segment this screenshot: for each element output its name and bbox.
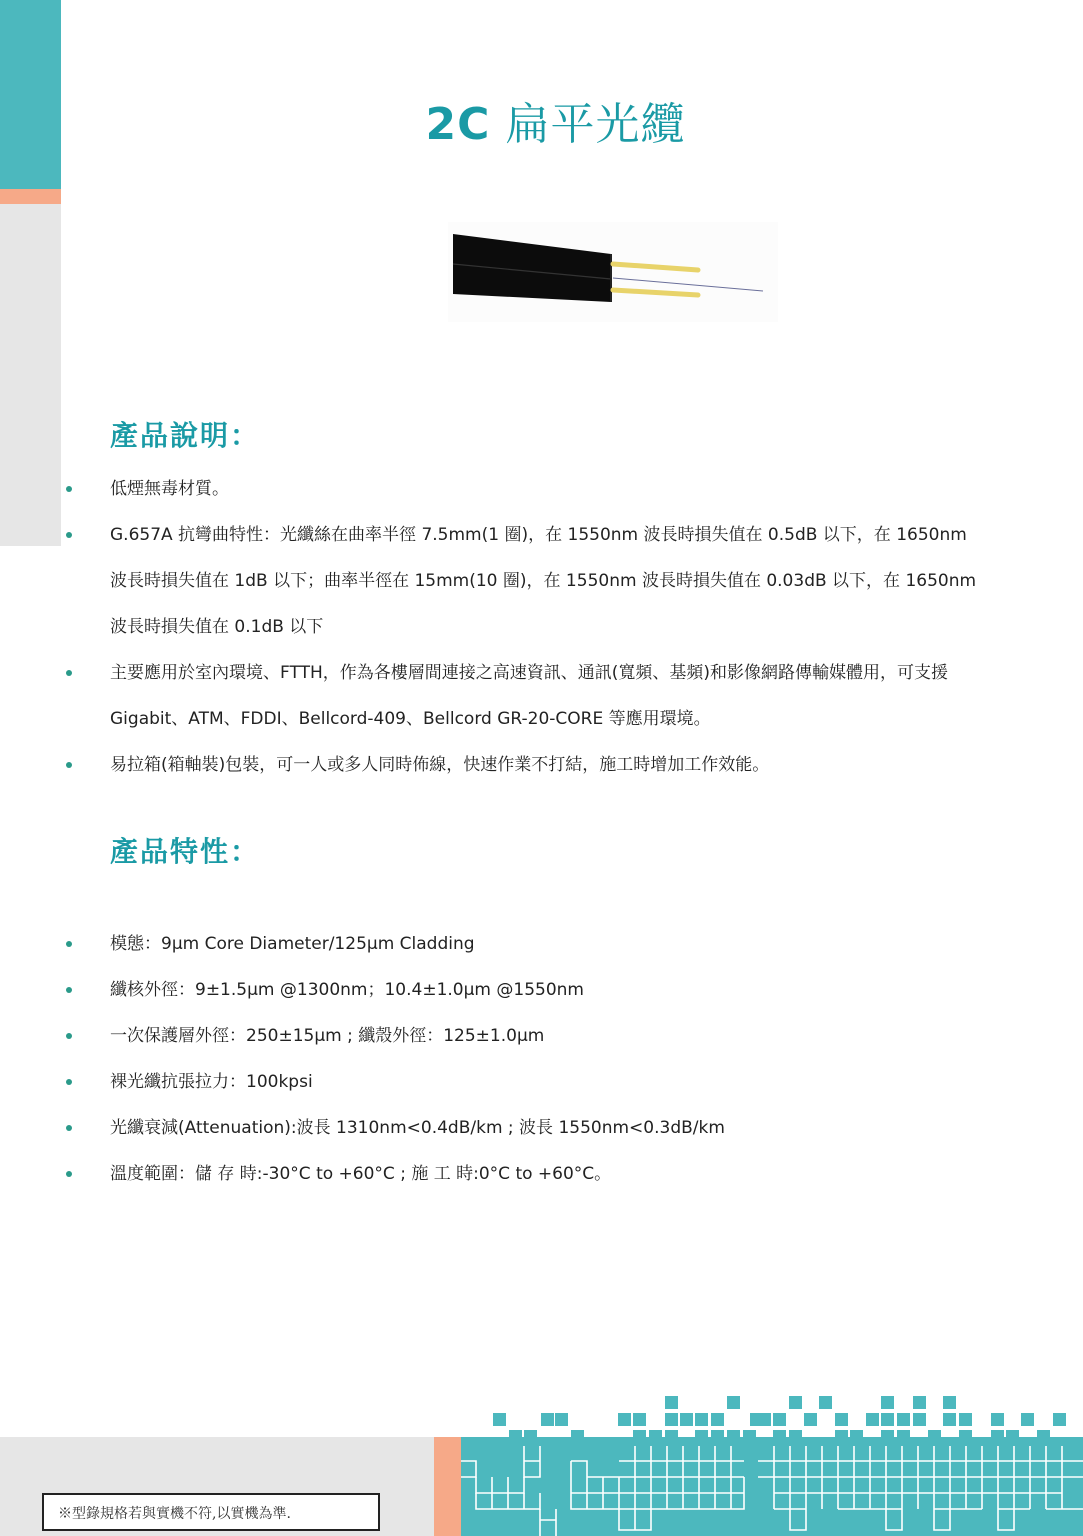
bullet-icon [66,532,72,538]
bullet-icon [66,1125,72,1131]
bullet-icon [66,486,72,492]
bullet-icon [66,941,72,947]
bullet-icon [66,1079,72,1085]
bullet-icon [66,1033,72,1039]
list-item: 主要應用於室內環境、FTTH，作為各樓層間連接之高速資訊、通訊(寬頻、基頻)和影像網路傳輸媒體用，可支援 Gigabit、ATM、FDDI、Bellcord-409、Bellcord GR-20-CORE 等應用環境。 [0,650,1083,742]
list-item: 低煙無毒材質。 [0,466,1083,512]
features-heading: 產品特性： [110,835,261,868]
disclaimer-note: ※型錄規格若與實機不符,以實機為準. [42,1493,380,1531]
page-title [0,88,1083,152]
features-list [0,921,1083,1197]
list-item: G.657A 抗彎曲特性：光纖絲在曲率半徑 7.5mm(1 圈)，在 1550nm 波長時損失值在 0.5dB 以下，在 1650nm 波長時損失值在 1dB 以下；曲率半徑在 15mm(10 圈)，在 1550nm 波長時損失值在 0.03dB 以下，在 1650nm 波長時損失值在 0.1dB 以下 [0,512,1083,650]
list-item: 一次保護層外徑：250±15μm ; 纖殼外徑：125±1.0μm [0,1013,1083,1059]
title-product-name: 扁平光纜 [505,99,686,150]
sidebar-accent-orange [0,189,61,204]
list-item: 光纖衰減(Attenuation):波長 1310nm<0.4dB/km ; 波長 1550nm<0.3dB/km [0,1105,1083,1151]
list-item: 模態：9μm Core Diameter/125μm Cladding [0,921,1083,967]
bullet-icon [66,670,72,676]
pixel-grid-decoration-icon [461,1380,1083,1536]
bullet-icon [66,762,72,768]
list-item: 纖核外徑：9±1.5μm @1300nm；10.4±1.0μm @1550nm [0,967,1083,1013]
list-item: 溫度範圍：儲 存 時:-30°C to +60°C ; 施 工 時:0°C to +60°C。 [0,1151,1083,1197]
title-model: 2C [425,99,491,150]
footer-orange-stripe [434,1437,461,1536]
description-list [0,466,1083,788]
list-item: 易拉箱(箱軸裝)包裝，可一人或多人同時佈線，快速作業不打結，施工時增加工作效能。 [0,742,1083,788]
list-item: 裸光纖抗張拉力：100kpsi [0,1059,1083,1105]
bullet-icon [66,1171,72,1177]
bullet-icon [66,987,72,993]
fiber-cable-image [448,222,778,322]
description-heading: 產品說明： [110,419,261,452]
